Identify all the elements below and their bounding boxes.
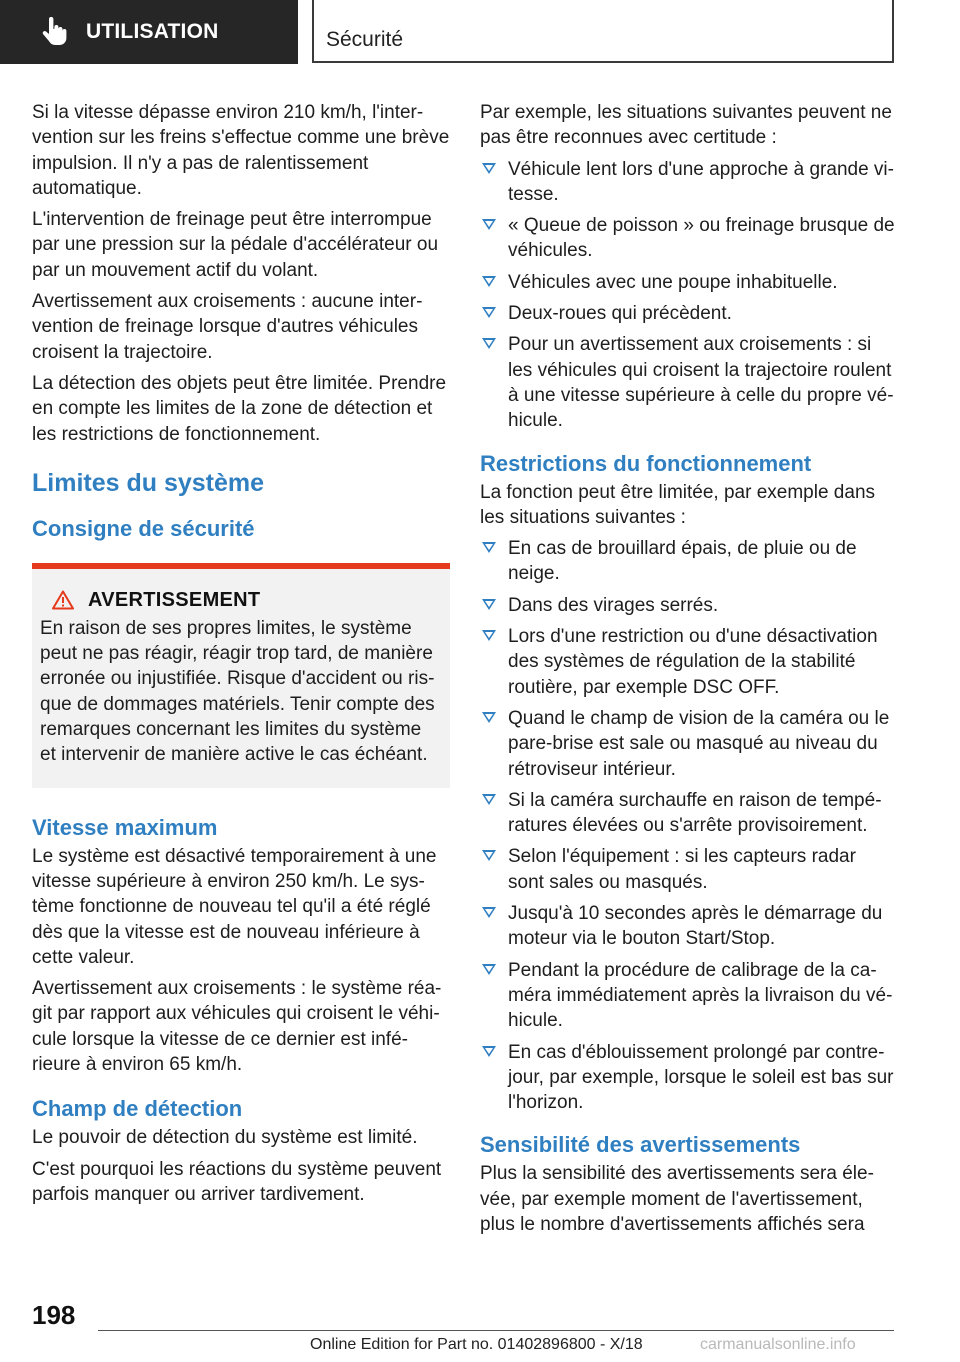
paragraph: Le système est désactivé temporairement à une vitesse supérieure à environ 250 km/h. Le système fonctionne de nouveau tel qu'il a été réglé dès que la vitesse est de nouveau inférieure à cette valeur. (32, 845, 437, 968)
warning-text: En raison de ses propres limites, le système peut ne pas réagir, réagir trop tard, de manière erronée ou injustifiée. Risque d'accident ou risque de dommages matériels. Tenir compte des remarques concernant les limites du système et intervenir de manière active le cas échéant. (40, 617, 435, 766)
paragraph: C'est pourquoi les réactions du système peuvent parfois manquer ou arriver tardivement. (32, 1158, 442, 1205)
triangle-bullet-icon (482, 542, 496, 553)
triangle-bullet-icon (482, 794, 496, 805)
hand-pointer-icon (40, 17, 68, 47)
list-item: « Queue de poisson » ou freinage brusque de véhicules. (480, 213, 896, 264)
list-item: Pendant la procédure de calibrage de la caméra immédiatement après la livraison du véhicule. (480, 958, 896, 1034)
triangle-bullet-icon (482, 1046, 496, 1057)
subsection-heading: Sensibilité des avertissements (480, 1132, 801, 1158)
paragraph: Par exemple, les situations suivantes peuvent ne pas être reconnues avec certitude : (480, 102, 892, 149)
paragraph: La fonction peut être limitée, par exemple dans les situations suivantes : (480, 481, 876, 528)
paragraph: Avertissement aux croisements : aucune intervention de freinage lorsque d'autres véhicules croisent la trajectoire. (32, 291, 423, 363)
paragraph: La détection des objets peut être limitée. Prendre en compte les limites de la zone de détection et les restrictions de fonctionnement. (32, 372, 447, 445)
warning-header (40, 589, 442, 612)
topic-label: Sécurité (326, 28, 404, 51)
bullet-list (480, 157, 896, 434)
list-item: Dans des virages serrés. (480, 593, 896, 618)
section-heading: Limites du système (32, 468, 265, 497)
triangle-bullet-icon (482, 276, 496, 287)
warning-box (32, 563, 450, 788)
watermark-text: carmanualsonline.info (700, 1336, 856, 1353)
triangle-bullet-icon (482, 850, 496, 861)
right-column (480, 100, 896, 1243)
list-item: En cas d'éblouissement prolongé par contre-jour, par exemple, lorsque le soleil est bas sur l'horizon. (480, 1040, 896, 1116)
left-column (32, 100, 450, 1213)
triangle-bullet-icon (482, 307, 496, 318)
topic-tab (312, 0, 894, 63)
bullet-list (480, 536, 896, 1115)
triangle-bullet-icon (482, 163, 496, 174)
list-item: Selon l'équipement : si les capteurs radar sont sales ou masqués. (480, 844, 896, 895)
list-item: Lors d'une restriction ou d'une désactivation des systèmes de régulation de la stabilité routière, par exemple DSC OFF. (480, 624, 896, 700)
edition-text: Online Edition for Part no. 01402896800 - X/18 (310, 1336, 643, 1353)
triangle-bullet-icon (482, 630, 496, 641)
paragraph: Avertissement aux croisements : le système réagit par rapport aux véhicules qui croisent le véhicule lorsque la vitesse de ce dernier est inférieure à environ 65 km/h. (32, 978, 442, 1076)
paragraph: Le pouvoir de détection du système est limité. (32, 1127, 418, 1149)
section-tab (0, 0, 298, 64)
triangle-bullet-icon (482, 964, 496, 975)
triangle-bullet-icon (482, 907, 496, 918)
page-number: 198 (32, 1300, 76, 1330)
paragraph: L'intervention de freinage peut être interrompue par une pression sur la pédale d'accélérateur ou par un mouvement actif du volant. (32, 209, 439, 281)
section-label: UTILISATION (86, 20, 219, 43)
subsection-heading: Champ de détection (32, 1096, 243, 1122)
list-item: Jusqu'à 10 secondes après le démarrage du moteur via le bouton Start/Stop. (480, 901, 896, 952)
warning-title: AVERTISSEMENT (88, 588, 261, 611)
triangle-bullet-icon (482, 219, 496, 230)
triangle-bullet-icon (482, 712, 496, 723)
list-item: Quand le champ de vision de la caméra ou le pare-brise est sale ou masqué au niveau du rétroviseur intérieur. (480, 706, 896, 782)
list-item: Véhicules avec une poupe inhabituelle. (480, 270, 896, 295)
warning-triangle-icon (52, 590, 74, 610)
subsection-heading: Restrictions du fonctionnement (480, 450, 812, 476)
paragraph: Plus la sensibilité des avertissements sera élevée, par exemple moment de l'avertissement, plus le nombre d'avertissements affichés sera (480, 1163, 874, 1235)
list-item: Si la caméra surchauffe en raison de températures élevées ou s'arrête provisoirement. (480, 788, 896, 839)
paragraph: Si la vitesse dépasse environ 210 km/h, l'intervention sur les freins s'effectue comme une brève impulsion. Il n'y a pas de ralentissement automatique. (32, 102, 450, 199)
subsection-heading: Consigne de sécurité (32, 515, 255, 541)
footer-divider (98, 1330, 894, 1331)
triangle-bullet-icon (482, 599, 496, 610)
triangle-bullet-icon (482, 338, 496, 349)
list-item: Deux-roues qui précèdent. (480, 301, 896, 326)
list-item: En cas de brouillard épais, de pluie ou de neige. (480, 536, 896, 587)
subsection-heading: Vitesse maximum (32, 814, 218, 840)
list-item: Véhicule lent lors d'une approche à grande vitesse. (480, 157, 896, 208)
list-item: Pour un avertissement aux croisements : si les véhicules qui croisent la trajectoire roulent à une vitesse supérieure à celle du propre véhicule. (480, 332, 896, 433)
